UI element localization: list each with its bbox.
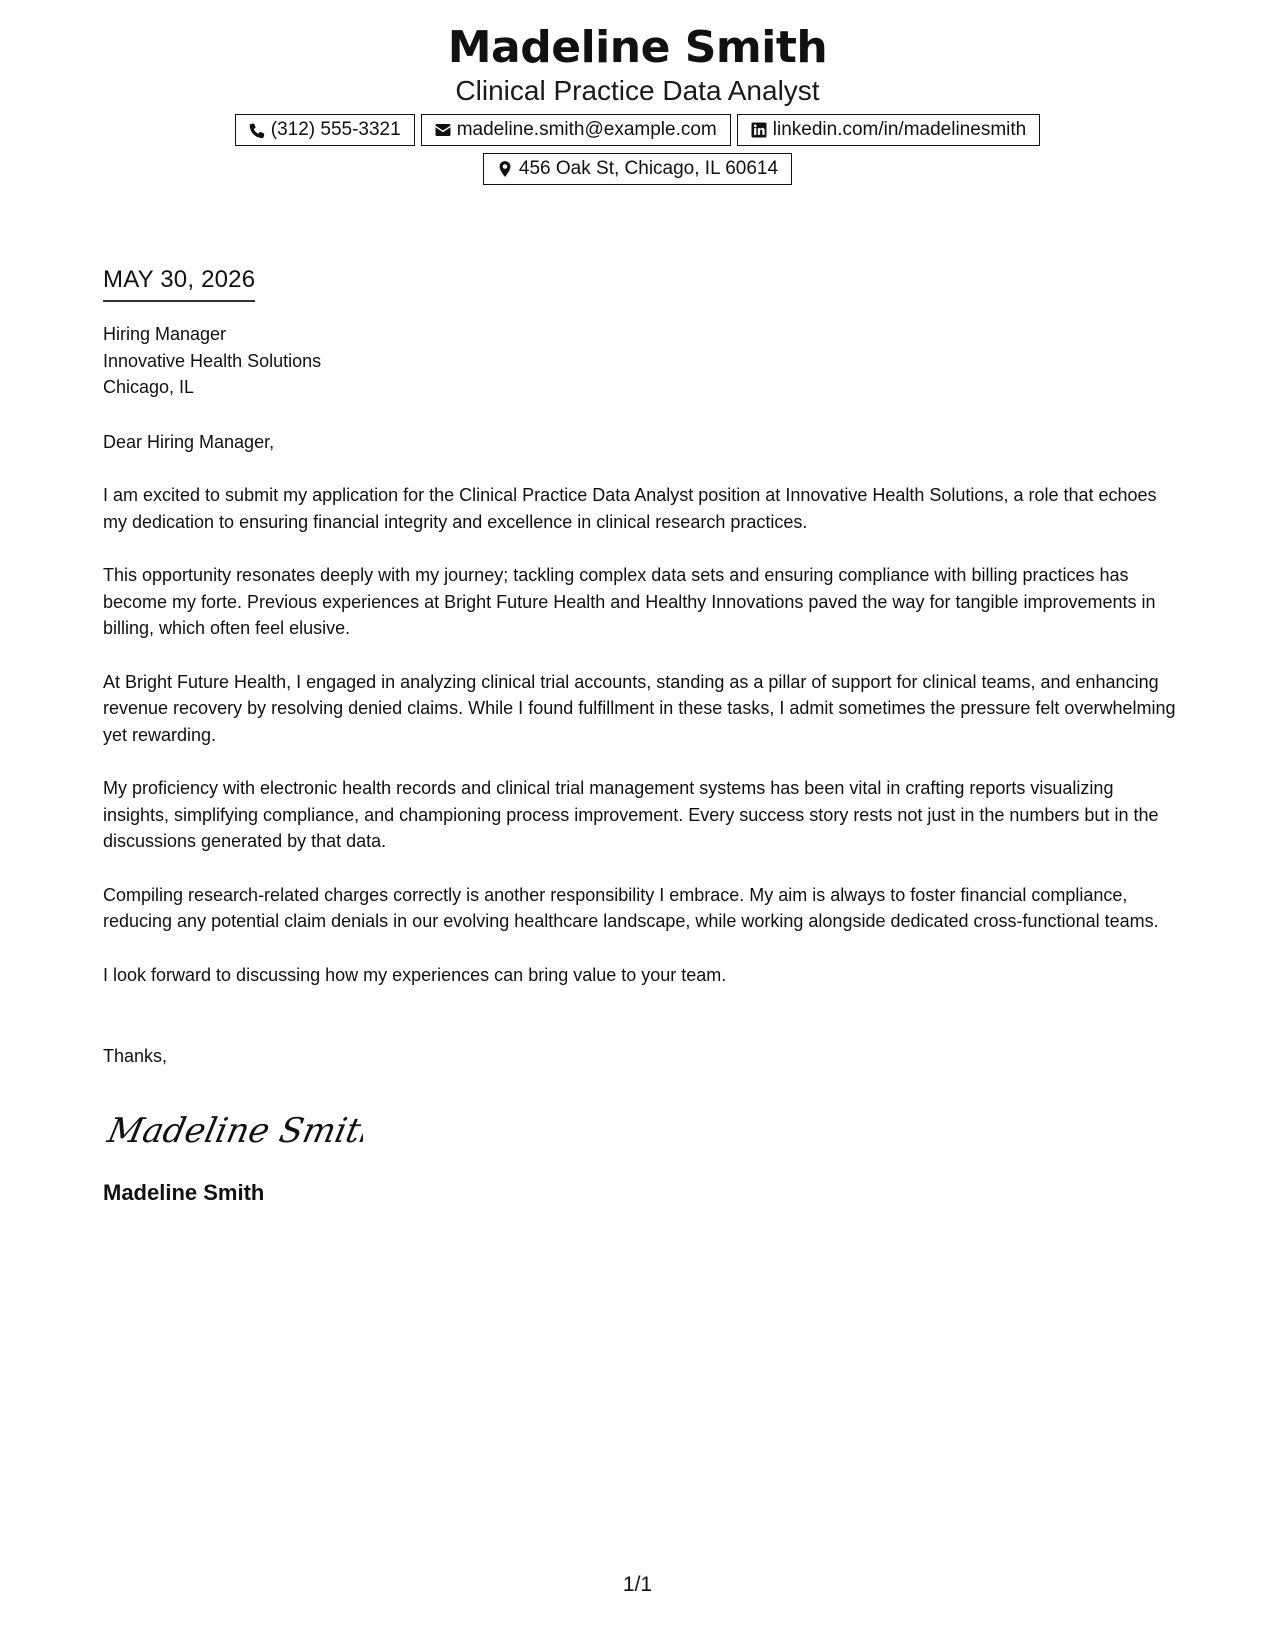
recipient-title: Hiring Manager (103, 324, 227, 344)
body-paragraph: At Bright Future Health, I engaged in analyzing clinical trial accounts, standing as a pillar of support for clinical teams, and enhancing revenue recovery by resolving denied claims. While I found fulfillment in these tasks, I admit sometimes the pressure felt overwhelming yet rewarding. (103, 671, 1176, 745)
recipient-company: Innovative Health Solutions (103, 350, 322, 371)
envelope-icon (434, 121, 452, 139)
page-number: 1/1 (622, 1573, 653, 1596)
letter-content (103, 265, 1178, 1207)
applicant-name: Madeline Smith (447, 22, 828, 73)
letter-header (0, 22, 1275, 185)
body-paragraph: I look forward to discussing how my experiences can bring value to your team. (103, 964, 727, 985)
contact-email[interactable] (421, 114, 731, 146)
handwritten-signature (103, 1100, 363, 1160)
body-paragraph: My proficiency with electronic health records and clinical trial management systems has been vital in crafting reports visualizing insights, simplifying compliance, and championing process improvement. Every success story rests not just in the numbers but in the discussions generated by that data. (103, 778, 1159, 851)
body-paragraph: This opportunity resonates deeply with my journey; tackling complex data sets and ensuring compliance with billing practices has become my forte. Previous experiences at Bright Future Health and Healthy Innovations paved the way for tangible improvements in billing, which often feel elusive. (103, 565, 1156, 638)
contact-address-text: 456 Oak St, Chicago, IL 60614 (518, 158, 779, 179)
applicant-headline: Clinical Practice Data Analyst (455, 75, 820, 106)
contact-row-primary (0, 114, 1275, 146)
salutation: Dear Hiring Manager, (103, 431, 275, 452)
contact-phone-text: (312) 555-3321 (270, 119, 401, 140)
contact-linkedin[interactable] (737, 114, 1040, 146)
contact-row-secondary (0, 153, 1275, 185)
recipient-block (103, 321, 1178, 401)
phone-icon (248, 121, 266, 139)
contact-phone[interactable] (235, 114, 415, 146)
contact-email-text: madeline.smith@example.com (456, 119, 717, 140)
body-paragraph: Compiling research-related charges correctly is another responsibility I embrace. My aim is always to foster financial compliance, reducing any potential claim denials in our evolving healthcare landscape, while working alongside dedicated cross-functional teams. (103, 884, 1159, 931)
contact-linkedin-text: linkedin.com/in/madelinesmith (772, 119, 1027, 140)
signature-text: Madeline Smith (104, 1110, 363, 1151)
signer-name: Madeline Smith (103, 1179, 265, 1205)
body-paragraph: I am excited to submit my application for the Clinical Practice Data Analyst position at Innovative Health Solutions, a role that echoes my dedication to ensuring financial integrity and excellence in clinical research practices. (103, 485, 1157, 532)
contact-address (483, 153, 792, 185)
letter-body (103, 482, 1178, 988)
recipient-location: Chicago, IL (103, 377, 195, 397)
closing: Thanks, (103, 1046, 168, 1066)
letter-date: MAY 30, 2026 (103, 265, 255, 302)
map-marker-icon (496, 160, 514, 178)
linkedin-icon (750, 121, 768, 139)
